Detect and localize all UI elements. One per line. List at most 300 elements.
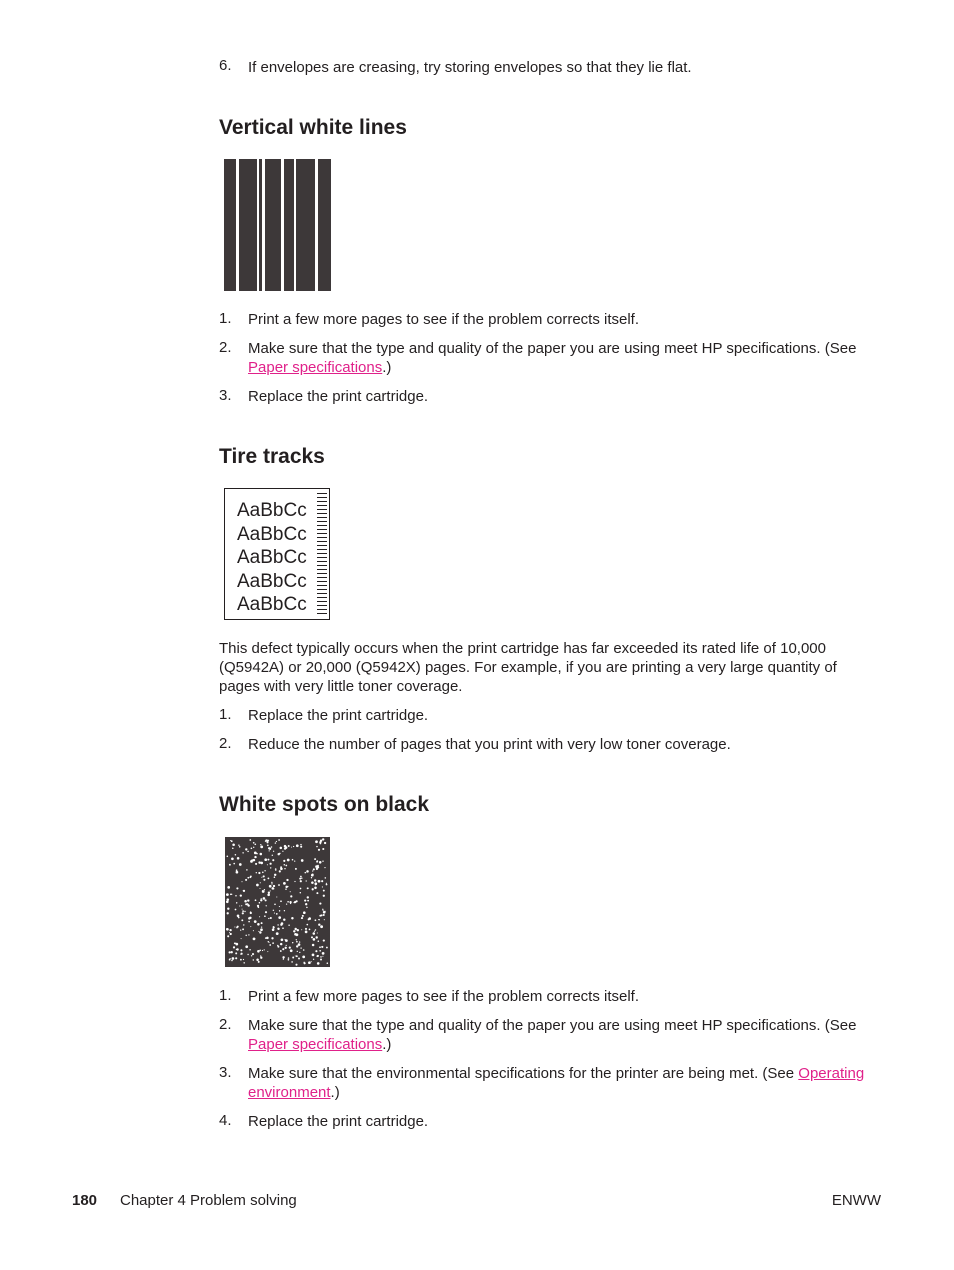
white-spot — [287, 901, 289, 903]
white-spot — [301, 917, 303, 919]
white-spot — [322, 848, 324, 850]
white-spot — [231, 960, 233, 962]
white-spot — [235, 952, 237, 954]
white-spot — [270, 917, 272, 919]
white-spot — [262, 950, 263, 951]
white-spot — [300, 876, 302, 878]
white-spot — [243, 962, 244, 963]
white-spot — [282, 956, 284, 958]
white-spot — [319, 946, 321, 948]
white-spot — [262, 890, 263, 891]
white-spot — [288, 957, 289, 958]
white-spot — [239, 863, 242, 866]
step-text: Replace the print cartridge. — [248, 388, 429, 405]
step-text: Print a few more pages to see if the problem corrects itself. — [248, 988, 640, 1005]
white-spot — [263, 875, 265, 877]
white-spot — [253, 930, 254, 931]
step-number: 1. — [219, 310, 232, 327]
white-spot — [236, 927, 238, 929]
sample-text-line: AaBbCc — [237, 500, 307, 521]
white-spot — [305, 903, 307, 905]
white-spot — [312, 870, 313, 871]
white-spot — [280, 950, 282, 952]
white-spot — [264, 915, 266, 917]
step-text: Make sure that the type and quality of the paper you are using meet HP specifications. (See Paper specifications.) — [248, 340, 857, 376]
white-spot — [324, 911, 325, 912]
white-spot — [286, 945, 287, 946]
white-spot — [264, 889, 265, 890]
white-spot — [276, 932, 279, 935]
white-spot — [245, 848, 247, 850]
white-spot — [264, 949, 265, 950]
step-text: Replace the print cartridge. — [248, 707, 429, 724]
step-number: 3. — [219, 387, 232, 404]
white-spot — [311, 881, 314, 884]
white-spot — [282, 927, 284, 929]
white-spot — [289, 947, 291, 949]
white-spot — [275, 870, 276, 871]
white-spot — [281, 938, 284, 941]
white-spot — [236, 871, 239, 874]
white-spot — [230, 933, 232, 935]
white-spot — [239, 846, 241, 848]
white-spot — [231, 857, 234, 860]
white-spot — [254, 852, 257, 855]
white-spot — [291, 961, 293, 963]
white-spot — [319, 861, 322, 864]
white-spot — [295, 964, 297, 966]
operating-environment-link[interactable]: Operating environment — [248, 1065, 865, 1101]
white-spot — [274, 903, 276, 905]
white-spot — [259, 916, 260, 917]
white-spot — [315, 884, 316, 885]
tire-tracks-sample-image — [224, 488, 330, 620]
white-spot — [241, 905, 242, 906]
step-number: 1. — [219, 706, 232, 723]
white-line — [294, 159, 296, 291]
white-spot — [314, 931, 315, 932]
white-spot — [227, 886, 230, 889]
white-spot — [273, 910, 274, 911]
white-spot — [306, 880, 307, 881]
white-spot — [321, 946, 323, 948]
white-spot — [320, 840, 322, 842]
white-spot — [306, 870, 309, 873]
white-line — [315, 159, 318, 291]
white-spot — [235, 854, 237, 856]
white-spot — [266, 937, 269, 940]
white-spot — [277, 928, 279, 930]
white-spot — [300, 892, 301, 893]
white-spot — [253, 847, 254, 848]
white-spot — [274, 876, 276, 878]
white-spot — [288, 845, 290, 847]
white-spot — [265, 911, 267, 913]
white-spot — [260, 844, 261, 845]
white-spot — [300, 880, 302, 882]
white-spot — [247, 904, 249, 906]
white-spot — [250, 876, 252, 878]
white-spot — [232, 848, 234, 850]
white-spot — [250, 911, 252, 913]
white-spot — [327, 962, 329, 964]
white-spot — [303, 911, 306, 914]
white-spot — [229, 932, 230, 933]
white-spot — [288, 959, 290, 961]
white-spot — [312, 888, 314, 890]
white-spot — [236, 902, 237, 903]
white-spot — [323, 895, 325, 897]
white-spot — [296, 844, 299, 847]
white-spot — [265, 839, 267, 841]
white-spot — [305, 931, 308, 934]
white-spot — [241, 953, 243, 955]
white-spot — [244, 900, 247, 903]
white-spot — [290, 895, 292, 897]
white-spot — [283, 882, 286, 885]
white-spot — [299, 941, 300, 942]
white-spot — [313, 959, 314, 960]
white-spot — [261, 898, 262, 899]
white-spot — [285, 886, 287, 888]
white-spot — [241, 919, 243, 921]
white-spot — [286, 903, 287, 904]
white-spot — [245, 879, 247, 881]
white-spot — [261, 877, 262, 878]
white-spot — [291, 917, 293, 919]
white-spot — [315, 950, 317, 952]
white-spot — [232, 957, 235, 960]
white-spot — [276, 913, 278, 915]
white-spot — [265, 899, 267, 901]
white-spot — [241, 881, 242, 882]
white-line — [257, 159, 259, 291]
white-spot — [301, 929, 302, 930]
white-spot — [316, 868, 318, 870]
white-spot — [313, 932, 316, 935]
white-spot — [280, 847, 283, 850]
white-spot — [261, 926, 262, 927]
white-spot — [320, 956, 322, 958]
white-spot — [302, 956, 305, 959]
white-spot — [302, 915, 304, 917]
step-number: 2. — [219, 339, 232, 356]
white-spot — [311, 877, 312, 878]
white-spot — [300, 846, 302, 848]
white-spot — [296, 900, 298, 902]
white-spot — [242, 852, 243, 853]
white-spot — [251, 847, 253, 849]
white-spot — [315, 840, 318, 843]
white-spot — [322, 838, 324, 840]
white-spot — [279, 906, 280, 907]
white-spot — [305, 928, 307, 930]
footer-right-label: ENWW — [831, 1192, 881, 1209]
page-number: 180 — [72, 1192, 98, 1209]
white-spot — [260, 862, 263, 865]
white-spot — [272, 859, 274, 861]
white-spot — [241, 938, 242, 939]
white-spot — [253, 842, 255, 844]
white-spot — [240, 929, 241, 930]
white-spot — [259, 902, 261, 904]
step-number: 2. — [219, 735, 232, 752]
white-spot — [255, 863, 257, 865]
white-spot — [267, 877, 269, 879]
white-spot — [260, 846, 263, 849]
step-number: 1. — [219, 987, 232, 1004]
white-spot — [276, 841, 277, 842]
white-spot — [256, 959, 259, 962]
white-spot — [308, 961, 311, 964]
white-spot — [320, 925, 323, 928]
white-spot — [230, 893, 232, 895]
white-spot — [297, 929, 299, 931]
white-spot — [318, 940, 320, 942]
white-spot — [317, 932, 318, 933]
white-spot — [318, 880, 321, 883]
white-spot — [227, 908, 229, 910]
white-spot — [299, 952, 300, 953]
white-spot — [298, 943, 301, 946]
white-spot — [295, 955, 296, 956]
white-spot — [264, 858, 267, 861]
white-spot — [319, 915, 321, 917]
white-spot — [260, 955, 261, 956]
white-spot — [280, 943, 282, 945]
white-spot — [245, 903, 247, 905]
white-spot — [324, 842, 326, 844]
white-spot — [233, 844, 235, 846]
white-spot — [259, 931, 261, 933]
white-spot — [248, 921, 250, 923]
white-spot — [288, 925, 289, 926]
white-spot — [296, 955, 298, 957]
white-spot — [282, 851, 283, 852]
white-spot — [240, 894, 242, 896]
white-spot — [227, 912, 229, 914]
white-spot — [234, 943, 235, 944]
white-spot — [316, 846, 317, 847]
white-spot — [226, 928, 228, 930]
white-spot — [273, 926, 275, 928]
white-spot — [252, 953, 254, 955]
white-spot — [282, 948, 284, 950]
white-spot — [315, 919, 317, 921]
white-spot — [275, 842, 276, 843]
white-spot — [269, 885, 272, 888]
section-heading-tire-tracks: Tire tracks — [219, 445, 325, 468]
white-spot — [293, 846, 294, 847]
white-spot — [296, 939, 297, 940]
white-spot — [247, 954, 248, 955]
white-spot — [255, 899, 257, 901]
white-spot — [269, 863, 271, 865]
white-spot — [251, 859, 253, 861]
white-spot — [284, 864, 286, 866]
white-spot — [267, 859, 269, 861]
white-spot — [316, 861, 318, 863]
white-spot — [314, 858, 316, 860]
white-spot — [290, 949, 293, 952]
white-spot — [229, 959, 231, 961]
white-spot — [325, 877, 327, 879]
paper-specifications-link[interactable]: Paper specifications — [248, 359, 383, 376]
white-spot — [262, 872, 264, 874]
white-spot — [259, 949, 261, 951]
white-spot — [324, 919, 325, 920]
white-spot — [263, 879, 265, 881]
white-line — [281, 159, 284, 291]
white-spot — [285, 865, 287, 867]
white-spot — [227, 898, 230, 901]
white-spot — [280, 867, 283, 870]
white-spot — [315, 936, 317, 938]
white-spot — [278, 839, 280, 841]
white-spot — [294, 902, 295, 903]
white-spot — [226, 893, 229, 896]
white-spot — [300, 844, 301, 845]
step-text: Reduce the number of pages that you print with very low toner coverage. — [248, 736, 731, 753]
white-spot — [274, 874, 276, 876]
white-spot — [326, 947, 328, 949]
white-spot — [300, 888, 302, 890]
white-spot — [295, 868, 297, 870]
white-spot — [317, 865, 319, 867]
white-spot — [280, 900, 282, 902]
white-spot — [267, 864, 268, 865]
white-spots-sample-image — [225, 837, 330, 967]
white-spot — [285, 947, 287, 949]
white-spot — [277, 924, 278, 925]
white-spot — [269, 944, 271, 946]
white-spot — [314, 879, 316, 881]
white-spot — [272, 855, 273, 856]
white-spot — [256, 884, 259, 887]
white-spot — [296, 945, 298, 947]
white-spot — [257, 923, 260, 926]
white-spot — [271, 882, 272, 883]
white-spot — [267, 844, 269, 846]
white-spot — [233, 946, 235, 948]
white-spot — [311, 873, 313, 875]
white-spot — [284, 939, 285, 940]
white-spot — [235, 957, 237, 959]
white-spot — [260, 957, 262, 959]
white-spot — [286, 879, 288, 881]
white-spot — [245, 945, 248, 948]
white-spot — [249, 839, 251, 841]
white-spot — [269, 942, 270, 943]
white-spot — [260, 853, 263, 856]
white-spot — [242, 912, 244, 914]
white-spot — [270, 890, 271, 891]
step-text: Make sure that the environmental specifications for the printer are being met. (See Operating environment.) — [248, 1065, 865, 1101]
footer-chapter: Chapter 4 Problem solving — [120, 1192, 297, 1209]
white-spot — [248, 934, 249, 935]
white-spot — [254, 856, 256, 858]
paper-specifications-link[interactable]: Paper specifications — [248, 1036, 383, 1053]
step-number: 4. — [219, 1112, 232, 1129]
white-spot — [261, 922, 263, 924]
white-spot — [243, 890, 244, 891]
white-spot — [269, 850, 270, 851]
white-spot — [318, 919, 319, 920]
white-spot — [315, 929, 316, 930]
white-spot — [324, 867, 325, 868]
white-spot — [305, 872, 307, 874]
white-spot — [326, 884, 328, 886]
white-spot — [311, 961, 312, 962]
white-spot — [289, 901, 291, 903]
white-spot — [246, 869, 248, 871]
white-spot — [319, 903, 321, 905]
white-spot — [317, 962, 320, 965]
white-spot — [292, 942, 293, 943]
white-spot — [316, 955, 318, 957]
white-spot — [270, 867, 271, 868]
white-spot — [285, 888, 287, 890]
step-text: If envelopes are creasing, try storing envelopes so that they lie flat. — [248, 59, 692, 76]
white-spot — [294, 928, 296, 930]
white-spot — [229, 929, 231, 931]
white-spot — [272, 928, 275, 931]
white-spot — [247, 851, 249, 853]
white-spot — [245, 935, 246, 936]
white-spot — [258, 931, 259, 932]
white-spot — [313, 938, 315, 940]
white-spot — [306, 924, 308, 926]
white-spot — [231, 951, 233, 953]
white-spot — [279, 910, 280, 911]
white-spot — [242, 928, 244, 930]
white-spot — [231, 840, 233, 842]
white-spot — [268, 892, 270, 894]
white-spot — [276, 896, 277, 897]
white-spot — [284, 910, 285, 911]
white-spot — [278, 884, 280, 886]
white-spot — [306, 907, 308, 909]
white-spot — [323, 940, 325, 942]
white-spot — [236, 869, 238, 871]
paragraph: This defect typically occurs when the print cartridge has far exceeded its rated life of 10,000 (Q5942A) or 20,000 (Q5942X) pages. For example, if you are printing a very large quantity of pages with very little toner coverage. — [219, 640, 837, 695]
white-spot — [273, 851, 274, 852]
white-spot — [284, 868, 285, 869]
white-spot — [253, 959, 254, 960]
white-spot — [287, 859, 290, 862]
step-text: Print a few more pages to see if the problem corrects itself. — [248, 311, 640, 328]
white-spot — [301, 877, 302, 878]
white-spot — [278, 853, 280, 855]
white-spot — [263, 897, 266, 900]
white-spot — [229, 951, 231, 953]
sample-text-line: AaBbCc — [237, 570, 307, 592]
white-spot — [247, 899, 249, 901]
white-spot — [321, 880, 323, 882]
white-spot — [271, 883, 272, 884]
white-spot — [296, 941, 298, 943]
tire-track-marks — [317, 493, 327, 615]
white-spot — [307, 887, 309, 889]
white-spot — [272, 887, 275, 890]
white-spot — [243, 959, 244, 960]
white-spot — [258, 961, 260, 963]
white-spot — [318, 849, 320, 851]
white-spot — [312, 954, 315, 957]
white-spot — [313, 868, 315, 870]
white-spot — [239, 905, 240, 906]
white-spot — [320, 959, 322, 961]
